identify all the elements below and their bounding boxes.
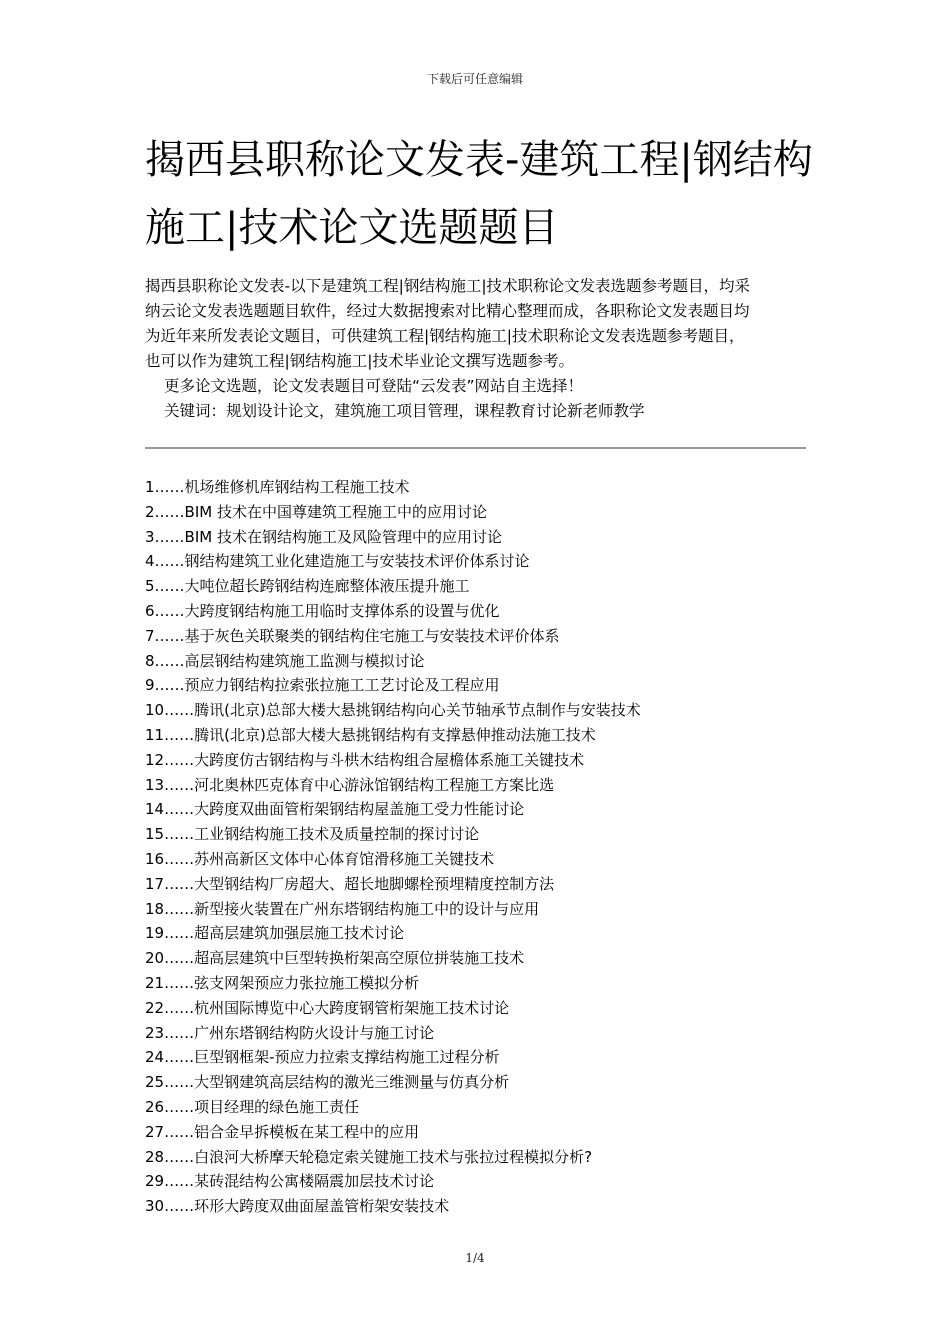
topic-item: 18……新型接火装置在广州东塔钢结构施工中的设计与应用: [145, 899, 540, 918]
topic-item: 14……大跨度双曲面管桁架钢结构屋盖施工受力性能讨论: [145, 800, 525, 819]
topic-item: 17……大型钢结构厂房超大、超长地脚螺栓预埋精度控制方法: [145, 874, 555, 893]
topic-item: 27……铝合金早拆模板在某工程中的应用: [145, 1122, 420, 1141]
topic-item: 28……白浪河大桥摩天轮稳定索关键施工技术与张拉过程模拟分析?: [145, 1147, 593, 1166]
intro-line: 纳云论文发表选题题目软件，经过大数据搜索对比精心整理而成，各职称论文发表题目均: [145, 302, 750, 320]
topic-item: 15……工业钢结构施工技术及质量控制的探讨讨论: [145, 825, 480, 844]
topic-item: 23……广州东塔钢结构防火设计与施工讨论: [145, 1023, 435, 1042]
topic-item: 2……BIM 技术在中国尊建筑工程施工中的应用讨论: [145, 502, 487, 521]
header-note: 下载后可任意编辑: [426, 72, 523, 86]
topic-item: 21……弦支网架预应力张拉施工模拟分析: [145, 973, 420, 992]
topic-item: 22……杭州国际博览中心大跨度钢管桁架施工技术讨论: [145, 998, 510, 1017]
topic-item: 30……环形大跨度双曲面屋盖管桁架安装技术: [145, 1197, 450, 1216]
intro-line: 也可以作为建筑工程|钢结构施工|技术毕业论文撰写选题参考。: [145, 352, 574, 370]
topic-item: 25……大型钢建筑高层结构的激光三维测量与仿真分析: [145, 1073, 510, 1092]
topic-item: 1……机场维修机库钢结构工程施工技术: [145, 478, 410, 496]
topic-item: 20……超高层建筑中巨型转换桁架高空原位拼装施工技术: [145, 949, 525, 968]
topic-item: 7……基于灰色关联聚类的钢结构住宅施工与安装技术评价体系: [145, 626, 560, 645]
topic-item: 19……超高层建筑加强层施工技术讨论: [145, 924, 405, 943]
topic-item: 10……腾讯(北京)总部大楼大悬挑钢结构向心关节轴承节点制作与安装技术: [145, 701, 641, 720]
topic-item: 24……巨型钢框架-预应力拉索支撑结构施工过程分析: [145, 1048, 500, 1067]
topic-item: 5……大吨位超长跨钢结构连廊整体液压提升施工: [145, 577, 470, 596]
topic-item: 12……大跨度仿古钢结构与斗栱木结构组合屋檐体系施工关键技术: [145, 750, 585, 769]
topic-item: 3……BIM 技术在钢结构施工及风险管理中的应用讨论: [145, 527, 502, 546]
topic-item: 4……钢结构建筑工业化建造施工与安装技术评价体系讨论: [145, 552, 530, 571]
more-topics-note: 更多论文选题，论文发表题目可登陆“云发表”网站自主选择！: [164, 377, 584, 395]
page-number: 1/4: [465, 1251, 485, 1265]
topic-list: [145, 475, 805, 1219]
section-divider: [145, 447, 806, 449]
topic-item: 9……预应力钢结构拉索张拉施工工艺讨论及工程应用: [145, 676, 500, 695]
topic-item: 26……项目经理的绿色施工责任: [145, 1097, 360, 1116]
topic-item: 11……腾讯(北京)总部大楼大悬挑钢结构有支撑悬伸推动法施工技术: [145, 725, 596, 744]
topic-item: 29……某砖混结构公寓楼隔震加层技术讨论: [145, 1172, 435, 1191]
topic-item: 6……大跨度钢结构施工用临时支撑体系的设置与优化: [145, 601, 500, 620]
intro-paragraph: [145, 274, 810, 374]
keywords-line: 关键词：规划设计论文，建筑施工项目管理，课程教育讨论新老师教学: [164, 402, 645, 420]
intro-line: 为近年来所发表论文题目，可供建筑工程|钢结构施工|技术职称论文发表选题参考题目，: [145, 327, 745, 345]
topic-item: 8……高层钢结构建筑施工监测与模拟讨论: [145, 651, 425, 670]
document-title: 揭西县职称论文发表-建筑工程|钢结构施工|技术论文选题题目: [145, 137, 813, 251]
intro-line: 揭西县职称论文发表-以下是建筑工程|钢结构施工|技术职称论文发表选题参考题目，均采: [145, 277, 751, 295]
topic-item: 13……河北奥林匹克体育中心游泳馆钢结构工程施工方案比选: [145, 775, 555, 794]
topic-item: 16……苏州高新区文体中心体育馆滑移施工关键技术: [145, 849, 495, 868]
